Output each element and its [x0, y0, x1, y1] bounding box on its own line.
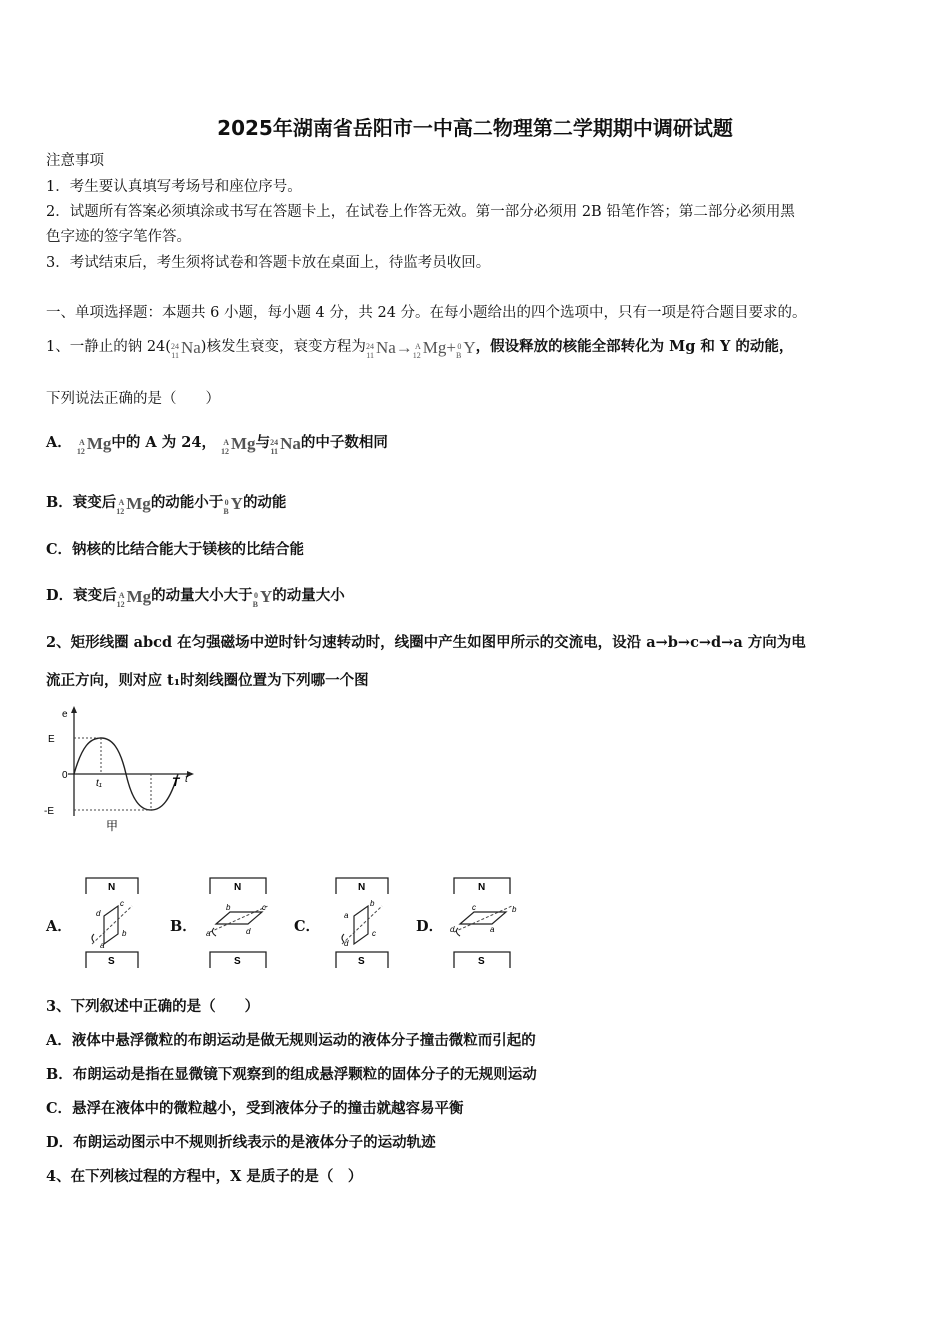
q2-option-a-figure[interactable]: [80, 876, 140, 972]
q3-option-d[interactable]: D．布朗运动图示中不规则折线表示的是液体分子的运动轨迹: [46, 1134, 436, 1151]
isotope-mg: A 12 Mg: [412, 338, 447, 360]
q2-option-b-figure[interactable]: [204, 876, 274, 972]
corner-label: d: [344, 939, 349, 948]
plus-symbol: +: [446, 338, 456, 357]
north-label: N: [108, 882, 116, 893]
corner-label: b: [226, 903, 231, 912]
isotope-mg: A 12 Mg: [116, 494, 151, 516]
q2-option-d-figure[interactable]: [448, 876, 524, 972]
rotation-arrow-icon: [92, 934, 94, 942]
north-label: N: [478, 882, 486, 893]
corner-label: b: [122, 929, 127, 938]
isotope-na: 24 11 Na: [170, 338, 201, 360]
corner-label: a: [344, 911, 349, 920]
isotope-y: 0 B Y: [252, 587, 273, 609]
corner-label: b: [370, 899, 375, 908]
isotope-na: 24 11 Na: [365, 338, 396, 360]
corner-label: d: [96, 909, 101, 918]
south-label: S: [358, 956, 365, 967]
north-label: N: [358, 882, 366, 893]
q2-option-a-label[interactable]: A．: [46, 918, 72, 935]
isotope-na: 24 11 Na: [270, 434, 301, 456]
zero-label: 0: [62, 770, 68, 781]
q2-stem-line2: 流正方向，则对应 t₁时刻线圈位置为下列哪一个图: [46, 672, 369, 689]
q2-option-d-label[interactable]: D．: [416, 918, 444, 935]
q1-option-b[interactable]: B．衰变后 A 12 Mg的动能小于 0 B Y的动能: [46, 494, 287, 516]
rotation-axis: [210, 906, 268, 932]
corner-label: b: [512, 905, 517, 914]
emax-label: E: [48, 734, 55, 745]
q1-option-c[interactable]: C．钠核的比结合能大于镁核的比结合能: [46, 541, 305, 558]
q2-option-c-label[interactable]: C．: [294, 918, 321, 935]
notice-item-1: 1．考生要认真填写考场号和座位序号。: [46, 179, 302, 195]
q1-stem-line2: 下列说法正确的是（ ）: [46, 391, 220, 407]
t1-label: t₁: [96, 778, 102, 789]
q1-stem-part-c: ，假设释放的核能全部转化为 Mg 和 Y 的动能，: [475, 338, 794, 355]
period-label: T: [172, 775, 180, 789]
q1-stem: [46, 338, 793, 360]
graph-caption: 甲: [106, 819, 119, 833]
arrow-symbol: →: [395, 338, 413, 357]
section-heading: 一、单项选择题：本题共 6 小题，每小题 4 分，共 24 分。在每小题给出的四个选项中，只有一项是符合题目要求的。: [46, 305, 807, 321]
coil-loop: [460, 912, 506, 924]
corner-label: d: [246, 927, 251, 936]
rotation-axis: [454, 906, 512, 932]
q3-option-a[interactable]: A．液体中悬浮微粒的布朗运动是做无规则运动的液体分子撞击微粒而引起的: [46, 1032, 536, 1049]
q2-stem-line1: 2、矩形线圈 abcd 在匀强磁场中逆时针匀速转动时，线圈中产生如图甲所示的交流电，设沿 a→b→c→d→a 方向为电: [46, 634, 806, 651]
page-title: 2025年湖南省岳阳市一中高二物理第二学期期中调研试题: [217, 116, 733, 140]
q3-stem: 3、下列叙述中正确的是（ ）: [46, 998, 260, 1015]
q1-option-a[interactable]: A． A 12 Mg中的 A 为 24， A 12 Mg与 24 11 Na的中子数相同: [46, 434, 388, 456]
isotope-y: 0 B Y: [223, 494, 243, 516]
corner-label: a: [490, 925, 495, 934]
q3-option-b[interactable]: B．布朗运动是指在显微镜下观察到的组成悬浮颗粒的固体分子的无规则运动: [46, 1066, 537, 1083]
notice-heading: 注意事项: [46, 153, 104, 169]
corner-label: c: [372, 929, 376, 938]
south-label: S: [478, 956, 485, 967]
south-label: S: [108, 956, 115, 967]
corner-label: c: [262, 903, 266, 912]
coil-loop: [216, 912, 262, 924]
q3-option-c[interactable]: C．悬浮在液体中的微粒越小，受到液体分子的撞击就越容易平衡: [46, 1100, 464, 1117]
q2-option-b-label[interactable]: B．: [170, 918, 197, 935]
coil-loop: [354, 906, 368, 944]
corner-label: d: [450, 925, 455, 934]
t-axis-arrow: [187, 771, 194, 777]
q1-stem-part-a: 1、一静止的钠 24(: [46, 339, 171, 355]
q1-stem-part-b: )核发生衰变，衰变方程为: [200, 339, 366, 355]
e-label: e: [62, 709, 68, 720]
emin-label: -E: [44, 806, 54, 817]
notice-item-2-cont: 色字迹的签字笔作答。: [46, 229, 191, 245]
isotope-mg: A 12 Mg: [76, 434, 112, 456]
notice-item-2: 2．试题所有答案必须填涂或书写在答题卡上，在试卷上作答无效。第一部分必须用 2B 铅笔作答；第二部分必须用黑: [46, 204, 795, 220]
isotope-mg: A 12 Mg: [221, 434, 256, 456]
coil-loop: [104, 906, 118, 944]
q2-option-c-figure[interactable]: [330, 876, 390, 972]
q4-stem: 4、在下列核过程的方程中，X 是质子的是（ ）: [46, 1168, 363, 1185]
corner-label: c: [472, 903, 476, 912]
corner-label: a: [206, 929, 211, 938]
corner-label: c: [120, 899, 124, 908]
q1-option-d[interactable]: D．衰变后 A 12 Mg的动量大小大于 0 B Y的动量大小: [46, 587, 345, 609]
e-axis-arrow: [71, 706, 77, 713]
notice-item-3: 3．考试结束后，考生须将试卷和答题卡放在桌面上，待监考员收回。: [46, 255, 491, 271]
t-label: t: [185, 774, 188, 785]
corner-label: a: [100, 941, 105, 950]
isotope-y: 0 B Y: [455, 338, 476, 360]
emf-time-graph: [44, 704, 204, 836]
south-label: S: [234, 956, 241, 967]
isotope-mg: A 12 Mg: [116, 587, 152, 609]
north-label: N: [234, 882, 242, 893]
